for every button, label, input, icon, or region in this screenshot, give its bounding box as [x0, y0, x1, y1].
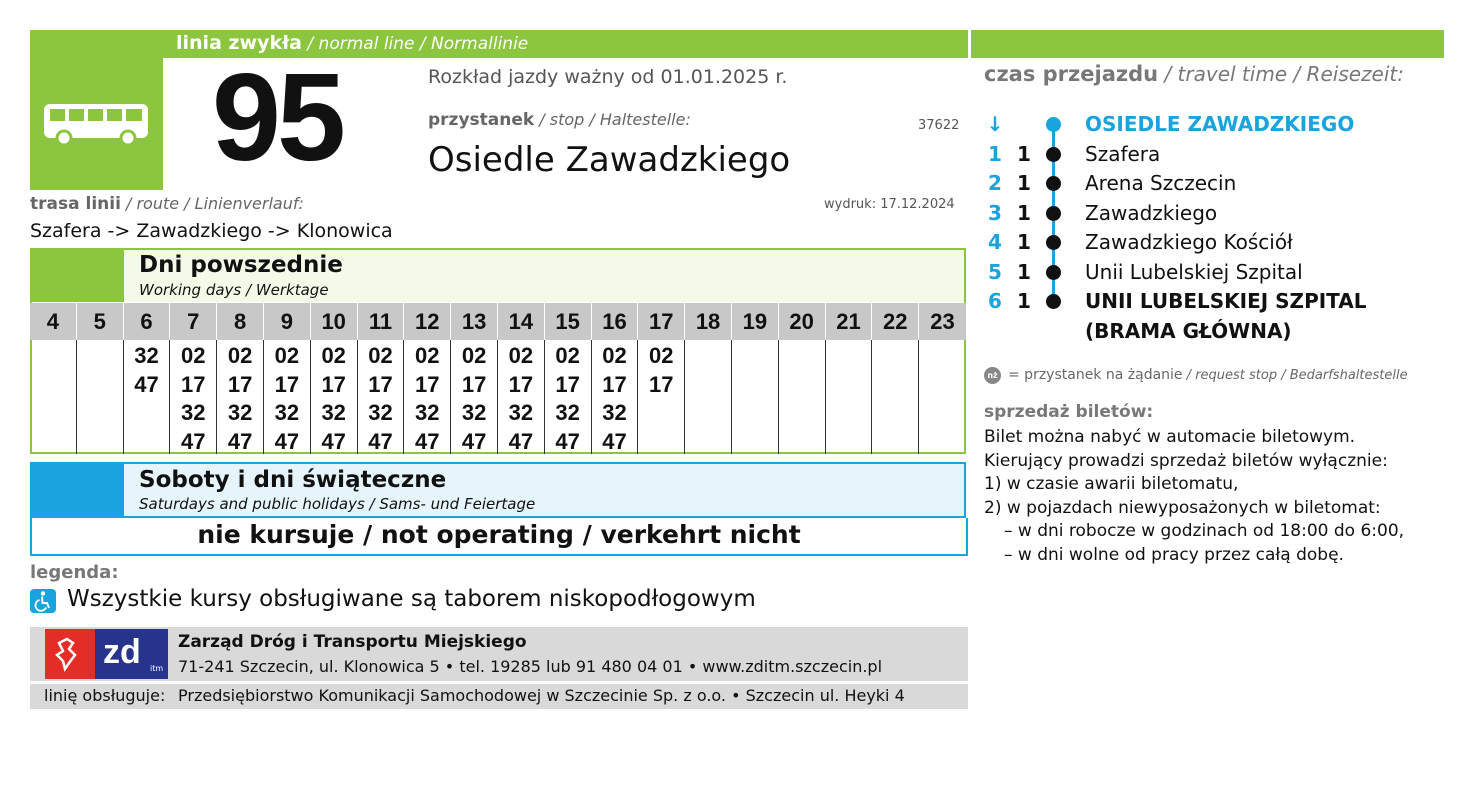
- stop-label: [428, 110, 691, 130]
- weekdays-subtitle: Working days / Werktage: [139, 281, 329, 299]
- route-label: [30, 194, 304, 214]
- hour-cell: 5: [77, 303, 124, 340]
- zditm-logo-mark: [45, 629, 95, 679]
- stop-dot: [1046, 265, 1061, 280]
- minutes-row: [30, 340, 966, 454]
- hour-cell: 7: [170, 303, 217, 340]
- minutes-column: [779, 340, 826, 454]
- ticket-info-line: – w dni wolne od pracy przez całą dobę.: [1004, 544, 1344, 565]
- bus-badge: [30, 58, 163, 190]
- route-stop-name: Szafera: [1085, 141, 1161, 166]
- stop-code: 37622: [918, 118, 960, 133]
- departure-minute: 47: [274, 428, 300, 454]
- stop-dot: [1046, 206, 1061, 221]
- departure-minute: 17: [555, 371, 580, 397]
- departure-minute: 17: [274, 371, 300, 397]
- minutes-column: [638, 340, 685, 454]
- departure-minute: 47: [321, 428, 346, 454]
- ticket-info: [984, 426, 1404, 567]
- minutes-column: [919, 340, 966, 454]
- route-stop-name-line2: (BRAMA GŁÓWNA): [1085, 318, 1292, 343]
- ticket-info-line: – w dni robocze w godzinach od 18:00 do 6:00,: [1004, 521, 1405, 541]
- legend-label: legenda:: [30, 562, 119, 583]
- minutes-column: [77, 340, 124, 454]
- valid-from: Rozkład jazdy ważny od 01.01.2025 r.: [428, 66, 788, 88]
- departure-minute: 02: [321, 343, 346, 368]
- minutes-column: [826, 340, 873, 454]
- departure-minute: 47: [508, 428, 534, 454]
- departure-minute: 17: [227, 371, 253, 397]
- travel-minutes: 6: [988, 289, 1002, 313]
- route-stop-name: UNII LUBELSKIEJ SZPITAL: [1085, 289, 1367, 313]
- departure-minute: 02: [181, 343, 206, 368]
- departure-minute: 17: [368, 371, 393, 397]
- request-stop-pl: = przystanek na żądanie: [1008, 367, 1183, 383]
- ticket-info-line: Kierujący prowadzi sprzedaż biletów wyłącznie:: [984, 450, 1388, 471]
- departure-minute: 32: [227, 400, 253, 425]
- line-number: 95: [212, 49, 342, 187]
- departure-minute: 47: [415, 428, 440, 454]
- departure-minute: 32: [461, 400, 487, 425]
- departure-minute: 17: [649, 371, 674, 397]
- hour-cell: 18: [685, 303, 732, 340]
- departure-minute: 47: [227, 428, 253, 454]
- hour-cell: 13: [451, 303, 498, 340]
- wheelchair-icon: [30, 589, 56, 613]
- hour-cell: 21: [826, 303, 873, 340]
- fare-zone: 1: [1017, 171, 1031, 195]
- request-stop-note: [1008, 367, 1408, 383]
- bus-icon: [30, 58, 163, 190]
- operator-name: Przedsiębiorstwo Komunikacji Samochodowej w Szczecinie Sp. z o.o. • Szczecin ul. Heyki 4: [178, 686, 905, 705]
- departure-minute: 17: [415, 371, 440, 397]
- minutes-column: [872, 340, 919, 454]
- travel-minutes: 3: [988, 200, 1002, 225]
- org-address: 71-241 Szczecin, ul. Klonowica 5 • tel. 19285 lub 91 480 04 01 • www.zditm.szczecin.pl: [178, 657, 883, 676]
- departure-minute: 17: [181, 371, 206, 397]
- org-name: Zarząd Dróg i Transportu Miejskiego: [178, 632, 527, 652]
- travel-minutes: 1: [988, 141, 1002, 166]
- hour-cell: 10: [311, 303, 358, 340]
- hour-cell: 19: [732, 303, 779, 340]
- departure-minute: 32: [368, 400, 393, 425]
- route-label-en-de: / route / Linienverlauf:: [120, 194, 304, 213]
- stop-dot: [1046, 294, 1061, 309]
- weekdays-title: Dni powszednie: [139, 252, 343, 278]
- travel-time-label: [984, 62, 1404, 86]
- request-stop-en-de: / request stop / Bedarfshaltestelle: [1182, 368, 1408, 383]
- ticket-label: sprzedaż biletów:: [984, 402, 1154, 422]
- hours-row: [30, 303, 966, 340]
- minutes-column: [264, 340, 311, 454]
- ticket-info-line: 2) w pojazdach niewyposażonych w biletomat:: [984, 497, 1381, 518]
- departure-minute: 02: [602, 343, 627, 368]
- route-stop-name: OSIEDLE ZAWADZKIEGO: [1085, 112, 1355, 136]
- minutes-column: [592, 340, 639, 454]
- fare-zone: 1: [1017, 200, 1031, 225]
- departure-minute: 02: [555, 343, 580, 368]
- departure-minute: 47: [602, 428, 627, 454]
- not-operating-text: nie kursuje / not operating / verkehrt nicht: [197, 520, 801, 549]
- saturdays-color-block: [30, 462, 124, 518]
- minutes-column: [685, 340, 732, 454]
- minutes-column: [124, 340, 171, 454]
- minutes-column: [404, 340, 451, 454]
- hour-cell: 12: [404, 303, 451, 340]
- stop-name: Osiedle Zawadzkiego: [428, 140, 791, 180]
- hour-cell: 16: [592, 303, 639, 340]
- request-stop-icon: nż: [984, 367, 1001, 384]
- departure-minute: 02: [274, 343, 300, 368]
- departure-minute: 17: [321, 371, 346, 397]
- departure-minute: 47: [181, 428, 206, 454]
- route-stop-name: Unii Lubelskiej Szpital: [1085, 259, 1303, 284]
- route-stop-name: Arena Szczecin: [1085, 171, 1237, 195]
- travel-time-label-pl: czas przejazdu: [984, 62, 1159, 86]
- hour-cell: 15: [545, 303, 592, 340]
- operator-label: linię obsługuje:: [44, 686, 166, 705]
- departure-minute: 47: [555, 428, 580, 454]
- direction-arrow-icon: ↓: [986, 112, 1004, 136]
- route-label-pl: trasa linii: [30, 194, 121, 214]
- minutes-column: [170, 340, 217, 454]
- minutes-column: [217, 340, 264, 454]
- stop-label-pl: przystanek: [428, 110, 535, 130]
- departure-minute: 02: [508, 343, 534, 368]
- griffin-icon: [45, 629, 95, 679]
- stop-dot: [1046, 117, 1061, 132]
- departure-minute: 32: [274, 400, 300, 425]
- minutes-column: [545, 340, 592, 454]
- departure-minute: 32: [134, 343, 159, 368]
- route-text: Szafera -> Zawadzkiego -> Klonowica: [30, 220, 393, 242]
- fare-zone: 1: [1017, 289, 1031, 313]
- departure-minute: 02: [227, 343, 253, 368]
- hour-cell: 4: [30, 303, 77, 340]
- hour-cell: 8: [217, 303, 264, 340]
- fare-zone: 1: [1017, 230, 1031, 254]
- travel-time-label-en-de: / travel time / Reisezeit:: [1158, 62, 1404, 86]
- departure-minute: 32: [508, 400, 534, 425]
- hour-cell: 22: [872, 303, 919, 340]
- logo-subtext: itm: [150, 664, 164, 673]
- weekdays-color-block: [30, 248, 124, 302]
- departure-minute: 47: [368, 428, 393, 454]
- minutes-column: [498, 340, 545, 454]
- route-stop-name: Zawadzkiego: [1085, 200, 1218, 225]
- line-type-pl: linia zwykła: [176, 32, 303, 54]
- minutes-column: [30, 340, 77, 454]
- minutes-column: [311, 340, 358, 454]
- hour-cell: 9: [264, 303, 311, 340]
- departure-minute: 47: [134, 371, 159, 397]
- ticket-info-line: 1) w czasie awarii biletomatu,: [984, 474, 1239, 494]
- departure-minute: 17: [508, 371, 534, 397]
- departure-minute: 47: [461, 428, 487, 454]
- departure-minute: 32: [555, 400, 580, 425]
- hour-cell: 14: [498, 303, 545, 340]
- departure-minute: 32: [415, 400, 440, 425]
- departure-minute: 32: [321, 400, 346, 425]
- fare-zone: 1: [1017, 259, 1031, 284]
- departure-minute: 02: [368, 343, 393, 368]
- line-type-en-de: / normal line / Normallinie: [302, 34, 529, 54]
- travel-minutes: 4: [988, 230, 1002, 254]
- departure-minute: 02: [649, 343, 674, 368]
- stop-dot: [1046, 235, 1061, 250]
- logo-text: zd: [103, 633, 141, 671]
- minutes-column: [451, 340, 498, 454]
- ticket-info-line: Bilet można nabyć w automacie biletowym.: [984, 427, 1356, 447]
- print-date: wydruk: 17.12.2024: [824, 197, 955, 212]
- stop-label-en-de: / stop / Haltestelle:: [534, 110, 691, 129]
- minutes-column: [732, 340, 779, 454]
- hour-cell: 6: [124, 303, 171, 340]
- stop-dot: [1046, 176, 1061, 191]
- travel-minutes: 2: [988, 171, 1002, 195]
- travel-minutes: 5: [988, 259, 1002, 284]
- departure-minute: 17: [602, 371, 627, 397]
- hour-cell: 20: [779, 303, 826, 340]
- departure-minute: 02: [461, 343, 487, 368]
- departure-minute: 32: [602, 400, 627, 425]
- saturdays-title: Soboty i dni świąteczne: [139, 467, 447, 493]
- header-separator: [968, 30, 971, 58]
- departure-minute: 02: [415, 343, 440, 368]
- stop-dot: [1046, 147, 1061, 162]
- departure-minute: 32: [181, 400, 206, 425]
- route-stop-name: Zawadzkiego Kościół: [1085, 230, 1293, 254]
- low-floor-note: Wszystkie kursy obsługiwane są taborem niskopodłogowym: [67, 586, 756, 612]
- departure-minute: 17: [461, 371, 487, 397]
- saturdays-subtitle: Saturdays and public holidays / Sams- und Feiertage: [139, 495, 536, 513]
- hour-cell: 23: [930, 309, 955, 334]
- minutes-column: [358, 340, 405, 454]
- hour-cell: 17: [638, 303, 685, 340]
- hour-cell: 11: [358, 303, 405, 340]
- fare-zone: 1: [1017, 141, 1031, 166]
